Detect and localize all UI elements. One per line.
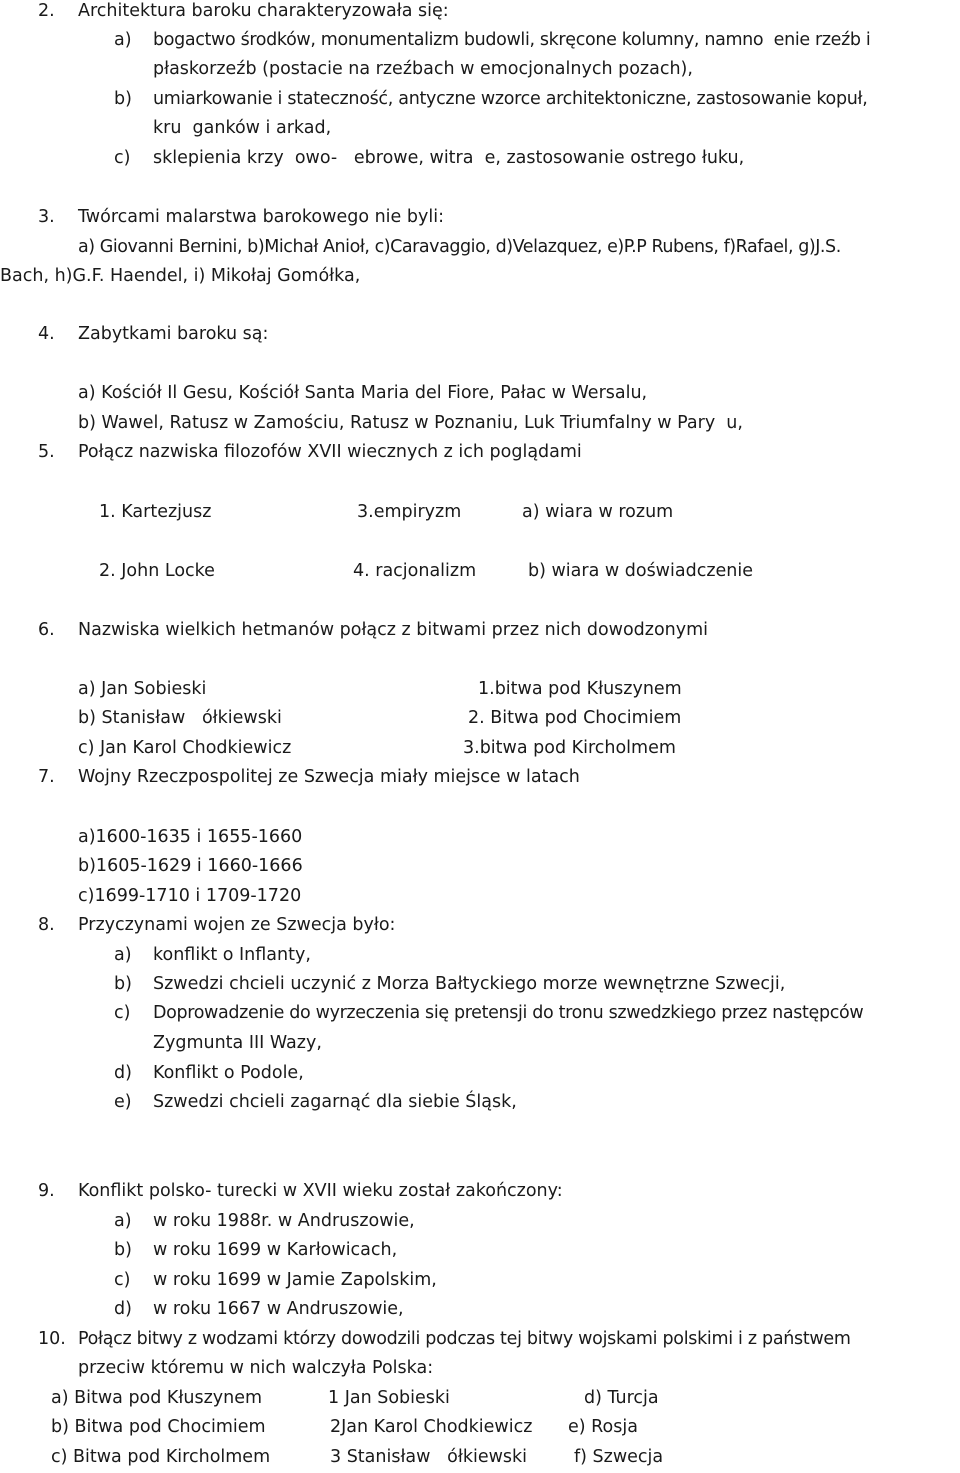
question-number: 2. bbox=[38, 1, 55, 21]
match-middle-item: 1 Jan Sobieski bbox=[328, 1388, 450, 1408]
option-label: b) bbox=[114, 974, 132, 994]
match-middle-item: 3 Stanisław ółkiewski bbox=[330, 1447, 528, 1467]
option-text: umiarkowanie i stateczność, antyczne wzorce architektoniczne, zastosowanie kopuł, bbox=[153, 89, 868, 109]
option-label: a) bbox=[114, 945, 132, 965]
option-text: b) Wawel, Ratusz w Zamościu, Ratusz w Poznaniu, Luk Triumfalny w Pary u, bbox=[78, 413, 743, 433]
match-left-item: c) Jan Karol Chodkiewicz bbox=[78, 738, 292, 758]
option-text: w roku 1699 w Karłowicach, bbox=[153, 1240, 398, 1260]
match-right-item: a) wiara w rozum bbox=[522, 502, 674, 522]
match-middle-item: 2Jan Karol Chodkiewicz bbox=[330, 1417, 533, 1437]
match-right-item: b) wiara w doświadczenie bbox=[528, 561, 753, 581]
option-text-continued: Zygmunta III Wazy, bbox=[153, 1033, 322, 1053]
option-label: c) bbox=[114, 1270, 131, 1290]
answer-option: b)1605-1629 i 1660-1666 bbox=[78, 856, 303, 876]
question-number: 3. bbox=[38, 207, 55, 227]
match-right-item: 1.bitwa pod Kłuszynem bbox=[478, 679, 682, 699]
question-text: Architektura baroku charakteryzowała się: bbox=[78, 1, 449, 21]
option-text-continued: płaskorzeźb (postacie na rzeźbach w emocjonalnych pozach), bbox=[153, 59, 693, 79]
match-middle-item: 4. racjonalizm bbox=[353, 561, 477, 581]
question-text-continued: przeciw któremu w nich walczyła Polska: bbox=[78, 1358, 434, 1378]
option-label: c) bbox=[114, 1003, 131, 1023]
question-text: Twórcami malarstwa barokowego nie byli: bbox=[78, 207, 444, 227]
option-label: a) bbox=[114, 30, 132, 50]
match-left-item: 1. Kartezjusz bbox=[99, 502, 212, 522]
match-right-item: 2. Bitwa pod Chocimiem bbox=[468, 708, 682, 728]
option-text: Szwedzi chcieli zagarnąć dla siebie Śląsk, bbox=[153, 1092, 517, 1112]
question-number: 9. bbox=[38, 1181, 55, 1201]
match-left-item: a) Jan Sobieski bbox=[78, 679, 207, 699]
question-number: 4. bbox=[38, 324, 55, 344]
answer-options-line-continued: Bach, h)G.F. Haendel, i) Mikołaj Gomółka, bbox=[0, 266, 361, 286]
match-right-item: f) Szwecja bbox=[574, 1447, 664, 1467]
option-text: sklepienia krzy owo- ebrowe, witra e, zastosowanie ostrego łuku, bbox=[153, 148, 745, 168]
option-label: b) bbox=[114, 1240, 132, 1260]
option-text: Konflikt o Podole, bbox=[153, 1063, 304, 1083]
option-label: b) bbox=[114, 89, 132, 109]
question-number: 7. bbox=[38, 767, 55, 787]
question-number: 10. bbox=[38, 1329, 66, 1349]
question-text: Zabytkami baroku są: bbox=[78, 324, 269, 344]
match-right-item: d) Turcja bbox=[584, 1388, 659, 1408]
match-left-item: b) Stanisław ółkiewski bbox=[78, 708, 282, 728]
option-text: w roku 1988r. w Andruszowie, bbox=[153, 1211, 415, 1231]
question-number: 5. bbox=[38, 442, 55, 462]
question-number: 8. bbox=[38, 915, 55, 935]
option-text: w roku 1667 w Andruszowie, bbox=[153, 1299, 404, 1319]
question-text: Połącz nazwiska filozofów XVII wiecznych z ich poglądami bbox=[78, 442, 582, 462]
option-label: a) bbox=[114, 1211, 132, 1231]
question-text: Przyczynami wojen ze Szwecja było: bbox=[78, 915, 396, 935]
match-middle-item: 3.empiryzm bbox=[357, 502, 462, 522]
option-text: w roku 1699 w Jamie Zapolskim, bbox=[153, 1270, 437, 1290]
question-number: 6. bbox=[38, 620, 55, 640]
option-text: konflikt o Inflanty, bbox=[153, 945, 311, 965]
option-label: e) bbox=[114, 1092, 132, 1112]
match-right-item: e) Rosja bbox=[568, 1417, 638, 1437]
question-text: Nazwiska wielkich hetmanów połącz z bitwami przez nich dowodzonymi bbox=[78, 620, 709, 640]
option-label: d) bbox=[114, 1299, 132, 1319]
option-text: Szwedzi chcieli uczynić z Morza Bałtyckiego morze wewnętrzne Szwecji, bbox=[153, 974, 786, 994]
option-text-continued: kru ganków i arkad, bbox=[153, 118, 332, 138]
answer-option: a)1600-1635 i 1655-1660 bbox=[78, 827, 303, 847]
question-text: Połącz bitwy z wodzami którzy dowodzili podczas tej bitwy wojskami polskimi i z państwem bbox=[78, 1329, 851, 1349]
option-label: c) bbox=[114, 148, 131, 168]
option-text: Doprowadzenie do wyrzeczenia się pretensji do tronu szwedzkiego przez następców bbox=[153, 1003, 864, 1023]
question-text: Wojny Rzeczpospolitej ze Szwecja miały miejsce w latach bbox=[78, 767, 580, 787]
answer-option: c)1699-1710 i 1709-1720 bbox=[78, 886, 302, 906]
match-left-item: b) Bitwa pod Chocimiem bbox=[51, 1417, 266, 1437]
question-text: Konflikt polsko- turecki w XVII wieku został zakończony: bbox=[78, 1181, 563, 1201]
match-left-item: c) Bitwa pod Kircholmem bbox=[51, 1447, 271, 1467]
option-text: bogactwo środków, monumentalizm budowli, skręcone kolumny, namno enie rzeźb i bbox=[153, 30, 871, 50]
option-text: a) Kościół Il Gesu, Kościół Santa Maria del Fiore, Pałac w Wersalu, bbox=[78, 383, 648, 403]
answer-options-line: a) Giovanni Bernini, b)Michał Anioł, c)Caravaggio, d)Velazquez, e)P.P Rubens, f)Rafael, g)J.S. bbox=[78, 237, 841, 257]
match-right-item: 3.bitwa pod Kircholmem bbox=[463, 738, 676, 758]
option-label: d) bbox=[114, 1063, 132, 1083]
match-left-item: a) Bitwa pod Kłuszynem bbox=[51, 1388, 263, 1408]
match-left-item: 2. John Locke bbox=[99, 561, 215, 581]
